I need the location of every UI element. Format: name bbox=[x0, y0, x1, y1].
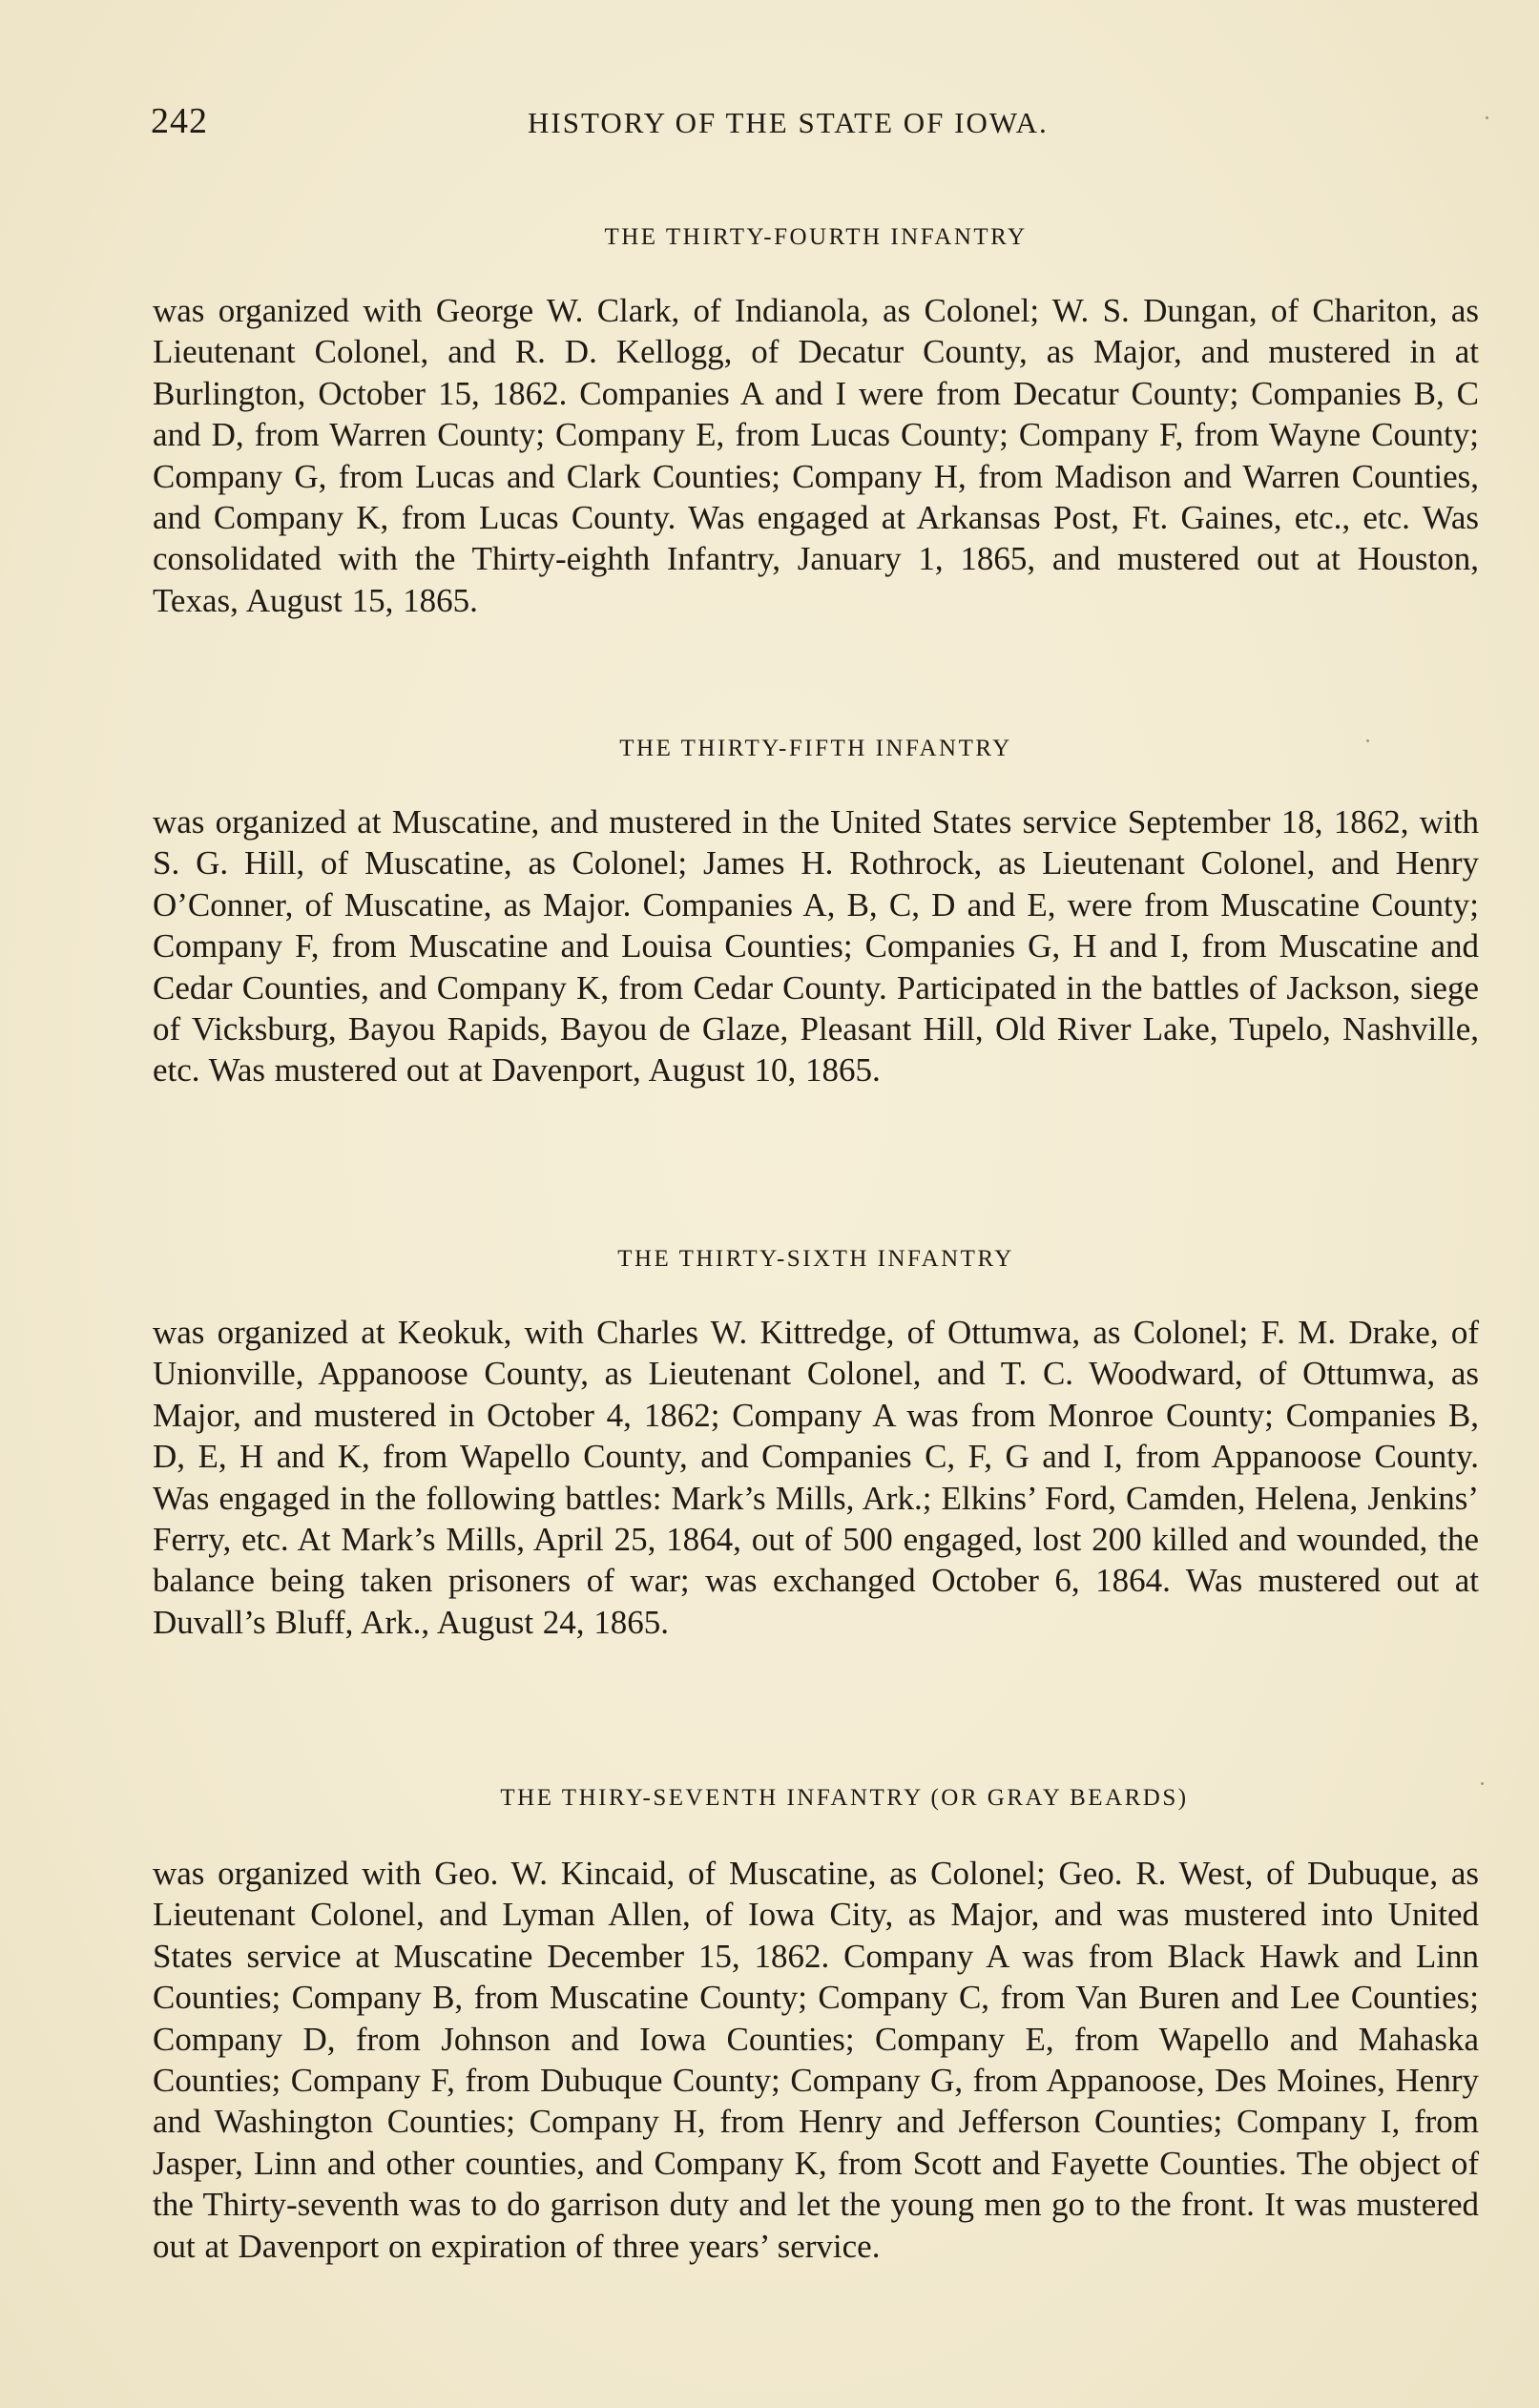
section-thirty-fourth-infantry bbox=[153, 225, 1479, 621]
paper-speck bbox=[1366, 739, 1369, 742]
section-body: was organized at Muscatine, and mustered in the United States service September 18, 1862, with S. G. Hill, of Muscatine, as Colonel; James H. Rothrock, as Lieutenant Colonel, and Henry O’Conner, of Muscatine, as Major. Companies A, B, C, D and E, were from Muscatine County; Company F, from Muscatine and Louisa Counties; Companies G, H and I, from Muscatine and Cedar Counties, and Company K, from Cedar County. Participated in the battles of Jackson, siege of Vicksburg, Bayou Rapids, Bayou de Glaze, Pleasant Hill, Old River Lake, Tupelo, Nashville, etc. Was mustered out at Davenport, August 10, 1865. bbox=[153, 803, 1479, 1090]
section-body: was organized with Geo. W. Kincaid, of Muscatine, as Colonel; Geo. R. West, of Dubuque, as Lieutenant Colonel, and Lyman Allen, of Iowa City, as Major, and was mustered into United States service at Muscatine December 15, 1862. Company A was from Black Hawk and Linn Counties; Company B, from Muscatine County; Company C, from Van Buren and Lee Counties; Company D, from Johnson and Iowa Counties; Company E, from Wapello and Mahaska Counties; Company F, from Dubuque County; Company G, from Appanoose, Des Moines, Henry and Washington Counties; Company H, from Henry and Jefferson Counties; Company I, from Jasper, Linn and other counties, and Company K, from Scott and Fayette Counties. The object of the Thirty-seventh was to do garrison duty and let the young men go to the front. It was mustered out at Davenport on expiration of three years’ service. bbox=[153, 1855, 1479, 2265]
section-body: was organized with George W. Clark, of Indianola, as Colonel; W. S. Dungan, of Chariton, as Lieutenant Colonel, and R. D. Kellogg, of Decatur County, as Major, and mustered in at Burlington, October 15, 1862. Companies A and I were from Decatur County; Companies B, C and D, from Warren County; Company E, from Lucas County; Company F, from Wayne County; Company G, from Lucas and Clark Counties; Company H, from Madison and Warren Counties, and Company K, from Lucas County. Was engaged at Arkansas Post, Ft. Gaines, etc., etc. Was consolidated with the Thirty-eighth Infantry, January 1, 1865, and mustered out at Houston, Texas, August 15, 1865. bbox=[153, 292, 1479, 619]
running-head bbox=[151, 100, 1487, 157]
section-thirty-sixth-infantry bbox=[153, 1247, 1479, 1643]
running-title: HISTORY OF THE STATE OF IOWA. bbox=[528, 106, 1049, 139]
section-body: was organized at Keokuk, with Charles W. Kittredge, of Ottumwa, as Colonel; F. M. Drake, of Unionville, Appanoose County, as Lieutenant Colonel, and T. C. Woodward, of Ottumwa, as Major, and mustered in October 4, 1862; Company A was from Monroe County; Companies B, D, E, H and K, from Wapello County, and Companies C, F, G and I, from Appanoose County. Was engaged in the following battles: Mark’s Mills, Ark.; Elkins’ Ford, Camden, Helena, Jenkins’ Ferry, etc. At Mark’s Mills, April 25, 1864, out of 500 engaged, lost 200 killed and wounded, the balance being taken prisoners of war; was exchanged October 6, 1864. Was mustered out at Duvall’s Bluff, Ark., August 24, 1865. bbox=[153, 1314, 1479, 1641]
section-thirty-fifth-infantry bbox=[153, 737, 1479, 1091]
section-heading: THE THIRTY-FOURTH INFANTRY bbox=[604, 224, 1028, 250]
paper-speck bbox=[1486, 116, 1488, 119]
section-thirty-seventh-infantry bbox=[153, 1786, 1479, 2267]
section-heading: THE THIRY-SEVENTH INFANTRY (OR GRAY BEARDS) bbox=[500, 1785, 1189, 1811]
section-heading: THE THIRTY-FIFTH INFANTRY bbox=[619, 736, 1012, 761]
paper-speck bbox=[1481, 1782, 1484, 1785]
page-number: 242 bbox=[151, 101, 208, 141]
section-heading: THE THIRTY-SIXTH INFANTRY bbox=[617, 1246, 1014, 1272]
